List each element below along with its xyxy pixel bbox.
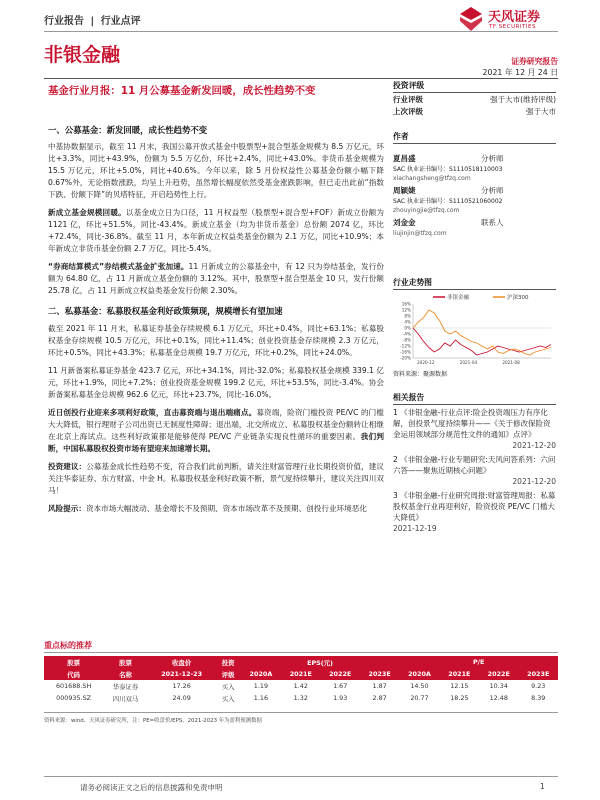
table-cell: 华泰证券	[112, 682, 139, 691]
related-report-2[interactable]	[393, 454, 556, 487]
table-header: 2021-12-23	[148, 668, 216, 680]
paragraph-new-fund-lead: 新成立基金规模回暖。	[48, 208, 126, 217]
table-cell: 18.25	[450, 694, 469, 702]
paragraph-private-filing: 11 月新备案私募证券基金 423.7 亿元，环比+34.1%，同比-32.0%；私募股权基金规模 339.1 亿元，环比+1.9%，同比+7.2%；创业投资基金规模 199.2 亿元，环比+53.5%，同比-3.4%。协会新备案私募基金总规模 962.6 亿元，环比+23.7%，同比-16.0%。	[48, 366, 384, 399]
crumb-review: 行业点评	[100, 16, 141, 27]
y-tick-label: -20%	[400, 355, 411, 361]
table-cell: 601688.SH	[55, 682, 92, 690]
report-category: 非银金融	[44, 44, 121, 66]
table-cell: 17.26	[172, 682, 191, 690]
related-report-date: 2021-12-20	[512, 477, 556, 486]
authors-title: 作者	[393, 132, 409, 141]
legend-label-nonbank: 非银金融	[447, 295, 470, 301]
author-name: 周颖婕	[393, 186, 416, 195]
chart-source: 资料来源：聚源数据	[393, 371, 448, 378]
stock-table-note: 资料来源：wind、天风证券研究所，注：PE=收盘价/EPS，2021-2023 年为盈利预测数据	[44, 718, 262, 724]
related-report-date: 2021-12-19	[393, 524, 437, 533]
table-cell: 14.50	[410, 682, 429, 690]
stock-table	[44, 656, 558, 704]
related-report-date: 2021-12-20	[512, 441, 556, 450]
legend-label-hs300: 沪深300	[507, 295, 529, 301]
footer-disclaimer[interactable]: 请务必阅读正文之后的信息披露和免责申明	[80, 783, 223, 792]
brand-logo-icon	[458, 6, 484, 32]
table-header: 2021E	[281, 668, 320, 680]
crumb-separator: |	[90, 16, 95, 27]
y-tick-label: 16%	[401, 301, 411, 307]
related-divider	[393, 404, 556, 405]
author-role: 联系人	[481, 218, 504, 227]
x-tick-label: 2020-12	[417, 360, 435, 365]
author-cert: SAC 执业证书编号：S1110521060002	[393, 198, 503, 205]
industry-rating-value: 强于大市(维持评级)	[490, 95, 556, 104]
related-report-1[interactable]	[393, 407, 556, 451]
paragraph-broker-settlement	[48, 261, 384, 297]
table-cell: 2.87	[372, 694, 387, 702]
table-cell: 1.87	[372, 682, 387, 690]
table-cell: 12.15	[450, 682, 469, 690]
paragraph-policy	[48, 407, 384, 455]
report-date: 2021 年 12 月 24 日	[482, 68, 558, 77]
risk-text: 资本市场大幅波动、基金增长不及预期、资本市场改革不及预期、创投行业环境恶化	[85, 504, 367, 513]
chart-y-axis	[400, 302, 551, 361]
x-tick-label: 2021-04	[459, 360, 478, 365]
y-tick-label: -8%	[402, 337, 411, 343]
table-row	[44, 680, 558, 692]
report-type: 证券研究报告	[511, 57, 558, 66]
table-cell: 20.77	[410, 694, 429, 702]
page-number: 1	[540, 782, 545, 791]
paragraph-policy-tail: 我们判断，中国私募股权投资市场有望迎来加速增长期。	[48, 432, 385, 453]
paragraph-broker-settlement-lead: “券商结算模式”券结模式基金扩张加速。	[48, 262, 189, 271]
related-report-title[interactable]: 3 《非银金融-行业研究周报:财富管理周报：私募股权基金行业再迎利好，险资投资 PE/VC 门槛大大降低》	[393, 491, 556, 522]
risk-lead: 风险提示：	[48, 504, 86, 513]
author-role: 分析师	[481, 186, 504, 195]
section-public-fund-title: 一、公募基金：新发回暖，成长性趋势不变	[48, 125, 208, 135]
trend-divider	[393, 289, 556, 290]
table-header: EPS(元)	[241, 656, 400, 668]
table-header: 2021E	[440, 668, 479, 680]
table-header: P/E	[399, 656, 558, 668]
previous-rating-value: 强于大市	[526, 107, 556, 116]
author-email[interactable]: xiachangsheng@tfzq.com	[393, 175, 471, 182]
table-header: 收盘价	[148, 656, 216, 668]
table-cell: 1.16	[253, 694, 269, 702]
y-tick-label: 8%	[404, 313, 411, 319]
table-cell: 24.09	[172, 694, 191, 702]
stock-table-divider	[44, 652, 558, 653]
table-cell: 1.67	[333, 682, 348, 690]
paragraph-policy-text: 募资端，险资门槛投资 PE/VC 的门槛大大降低，银行理财子公司出资已无制度性障碍；退出端，北交所成立、私募股权基金份额转让相继在北京上海试点。这些利好政策都是能够使得 PE/VC 产业链条实现良性循环的重要因素。	[48, 408, 384, 441]
paragraph-new-fund-text: 以基金成立日为口径，11 月权益型（股票型+混合型+FOF）新成立份额为 1121 亿，环比+51.5%，同比-43.4%。新成立基金（均为非货币基金）总份额 2074 亿，环比+72.4%，同比-36.8%。截至 11 月，本年新成立权益类基金份额为 2.1 万亿，同比+10.9%；本年新成立非货币基金份额 2.7 万亿，同比-5.4%。	[48, 208, 384, 253]
authors-divider	[393, 143, 556, 144]
brand-subname: TF SECURITIES	[489, 24, 536, 30]
table-header: 2022E	[479, 668, 518, 680]
author-3	[393, 210, 556, 238]
table-header: 股票	[103, 656, 148, 668]
table-header-row-1	[44, 656, 558, 668]
chart-legend	[433, 293, 529, 301]
industry-trend-chart	[393, 292, 556, 368]
related-report-title[interactable]: 2 《非银金融-行业专题研究:天风问答系列：六问六答——聚焦近期核心问题》	[393, 455, 556, 475]
table-cell: 12.48	[489, 694, 508, 702]
table-cell: 买入	[221, 694, 235, 703]
paragraph-investment-advice	[48, 461, 384, 497]
industry-rating-label: 行业评级	[393, 95, 423, 104]
series-line-0	[413, 328, 551, 355]
paragraph-policy-lead: 近日创投行业迎来多项利好政策，直击募资端与退出端痛点。	[48, 408, 257, 417]
table-cell: 1.93	[333, 694, 348, 702]
crumb-report: 行业报告	[44, 16, 84, 27]
stock-table-title: 重点标的推荐	[44, 641, 92, 650]
table-cell: 1.42	[293, 682, 308, 690]
series-line-1	[413, 310, 551, 355]
brand-name: 天风证券	[488, 10, 541, 25]
header-breadcrumb	[44, 12, 141, 27]
y-tick-label: -16%	[400, 349, 411, 355]
chart-x-axis	[413, 358, 551, 365]
author-name: 夏昌盛	[393, 154, 416, 163]
rating-title: 投资评级	[393, 81, 425, 90]
y-tick-label: 4%	[404, 319, 411, 325]
author-role: 分析师	[481, 154, 504, 163]
table-header: 股票	[44, 656, 103, 668]
main-body	[48, 124, 384, 515]
title-divider	[44, 78, 558, 79]
table-cell: 000935.SZ	[56, 694, 92, 702]
paragraph-broker-settlement-text: 11 月新成立的公募基金中，有 12 只为券结基金，发行份额为 64.80 亿，占 11 月新成立基金份额的 3.12%。其中，股票型+混合型基金 10 只，发行份额 25.78 亿，占 11 月新成立权益类基金发行份额 2.30%。	[48, 262, 384, 295]
related-report-title[interactable]: 1 《非银金融-行业点评:险企投资端压力有序化解，创投景气度持续攀升——《关于修改保险资金运用领域部分规范性文件的通知》点评》	[393, 408, 551, 439]
table-header: 投资	[215, 656, 240, 668]
related-report-3[interactable]	[393, 490, 556, 534]
investment-advice-text: 公募基金成长性趋势不变，符合我们此前判断，请关注财富管理行业长期投资价值，建议关注华泰证券、东方财富、中金 H。私募股权基金利好政策不断，景气度持续攀升，建议关注四川双马！	[48, 462, 384, 495]
y-tick-label: -4%	[402, 331, 411, 337]
paragraph-new-fund	[48, 207, 384, 255]
paragraph-fund-scale: 中基协数据显示，截至 11 月末，我国公募开放式基金中股票型+混合型基金规模为 8.5 万亿元，环比+3.3%，同比+43.9%，份额为 5.5 万亿份，环比+2.4%，同比+43.0%。非货币基金规模为 15.5 万亿元，环比+5.0%，同比+40.6%。今年以来，除 5 月份权益性公募基金份额小幅下降 0.67%外，无论指数涨跌，均呈上升趋势，虽然增长幅度依然受基金涨跌影响，但已走出此前“指数下跌、份额下降”的贝塔特征，开启趋势性上行。	[48, 142, 384, 199]
table-header: 名称	[103, 668, 148, 680]
table-header: 2022E	[320, 668, 359, 680]
related-title: 相关报告	[393, 393, 425, 402]
author-cert: SAC 执业证书编号：S1110518110003	[393, 166, 503, 173]
table-header-row-2	[44, 668, 558, 680]
y-tick-label: -12%	[400, 343, 411, 349]
footer-divider	[44, 776, 558, 777]
table-header: 2020A	[399, 668, 439, 680]
y-tick-label: 0%	[404, 325, 411, 331]
table-header: 2023E	[360, 668, 399, 680]
trend-title: 行业走势图	[393, 278, 432, 287]
related-reports	[393, 407, 556, 534]
table-cell: 四川双马	[112, 694, 139, 703]
table-header: 2020A	[241, 668, 281, 680]
author-email[interactable]: zhouyingjie@tfzq.com	[393, 207, 460, 214]
paragraph-risk	[48, 503, 384, 515]
author-email[interactable]: liujinjin@tfzq.com	[393, 230, 447, 237]
headline: 基金行业月报：11 月公募基金新发回暖，成长性趋势不变	[48, 85, 316, 97]
paragraph-private-scale: 截至 2021 年 11 月末，私募证券基金存续规模 6.1 万亿元，环比+0.4%，同比+63.1%；私募股权基金存续规模 10.5 万亿元，环比+0.1%，同比+11.4%；创业投资基金存续规模 2.3 万亿元，环比+0.5%，同比+43.3%；私募基金总规模 19.7 万亿元，环比+0.2%，同比+24.0%。	[48, 324, 384, 357]
table-cell: 8.39	[531, 694, 546, 702]
table-header: 2023E	[518, 668, 558, 680]
table-cell: 1.19	[253, 682, 269, 690]
previous-rating-label: 上次评级	[393, 107, 423, 116]
table-cell: 1.32	[293, 694, 308, 702]
rating-divider	[393, 92, 556, 93]
y-tick-label: 12%	[401, 307, 411, 313]
x-tick-label: 2021-08	[502, 360, 520, 365]
table-cell: 买入	[221, 682, 235, 691]
table-header: 代码	[44, 668, 103, 680]
header-divider	[44, 31, 558, 32]
author-name: 刘金金	[393, 218, 416, 227]
stock-table-bottom-rule	[44, 712, 558, 713]
table-header: 评级	[215, 668, 240, 680]
table-row	[44, 692, 558, 704]
section-private-fund-title: 二、私募基金：私募股权基金利好政策频现，规模增长有望加速	[48, 306, 283, 316]
table-cell: 10.34	[489, 682, 508, 690]
chart-series	[413, 310, 551, 355]
table-cell: 9.23	[531, 682, 546, 690]
investment-advice-lead: 投资建议：	[48, 462, 87, 471]
